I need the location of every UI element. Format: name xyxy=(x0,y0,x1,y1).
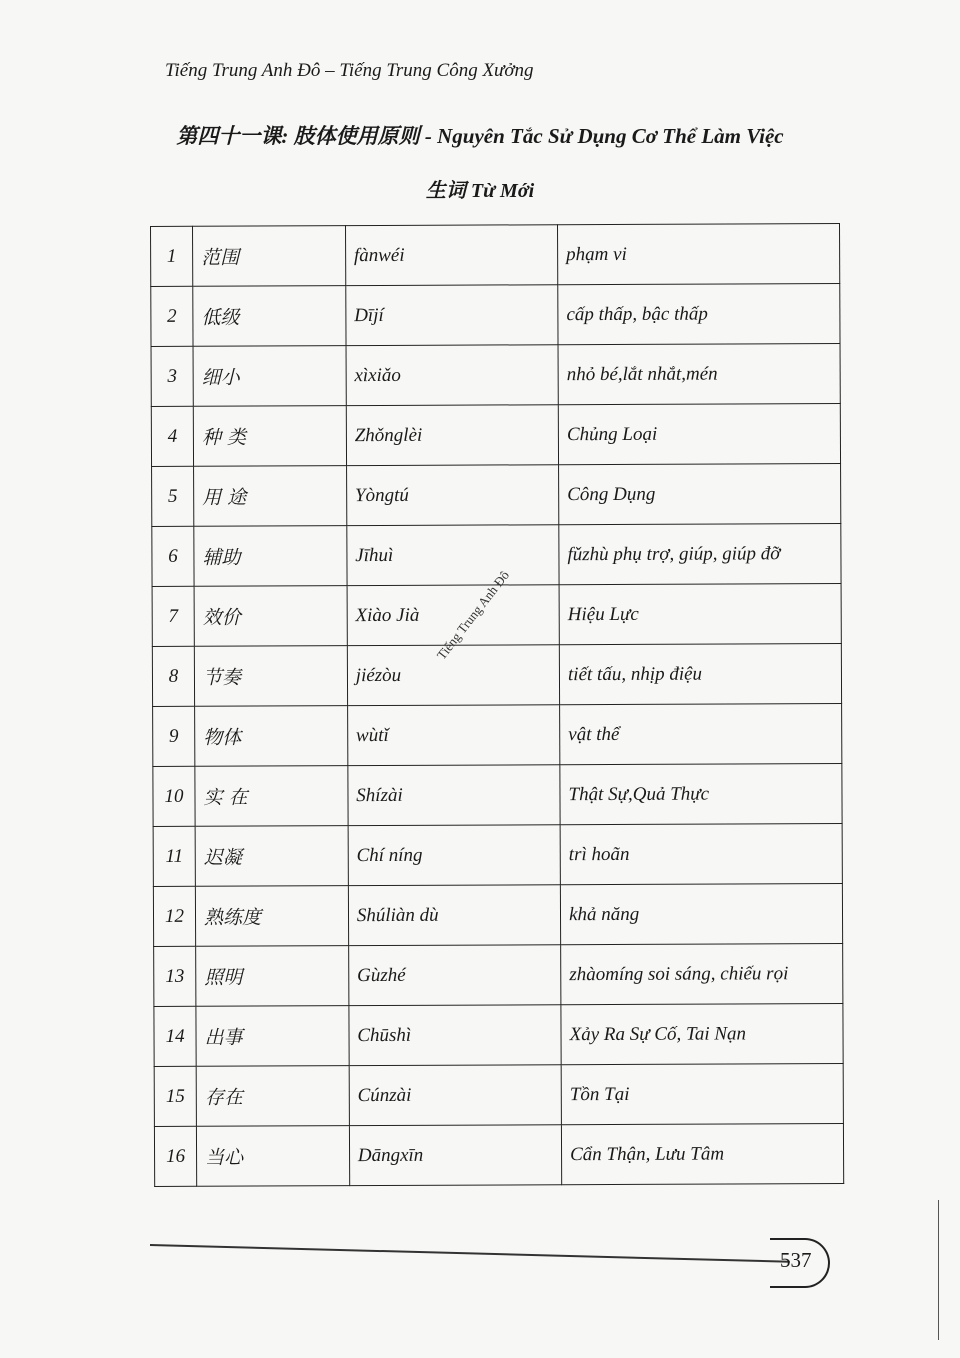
pinyin: fànwéi xyxy=(345,225,557,286)
watermark: Tiếng Trung Anh Đô xyxy=(433,567,513,663)
chinese-word: 细小 xyxy=(193,346,346,407)
row-number: 3 xyxy=(151,346,193,406)
pinyin: wùtǐ xyxy=(347,705,559,766)
chinese-word: 照明 xyxy=(196,946,349,1007)
row-number: 7 xyxy=(152,586,194,646)
chinese-word: 节奏 xyxy=(194,646,347,707)
chinese-word: 物体 xyxy=(195,706,348,767)
pinyin: Shúliàn dù xyxy=(348,885,560,946)
vietnamese-meaning: tiết tấu, nhịp điệu xyxy=(559,643,841,704)
table-row xyxy=(152,643,841,706)
vietnamese-meaning: phạm vi xyxy=(558,223,840,284)
vocabulary-table-body xyxy=(151,223,844,1186)
vietnamese-meaning: Hiệu Lực xyxy=(559,583,841,644)
chinese-word: 实 在 xyxy=(195,766,348,827)
table-row xyxy=(154,1063,843,1126)
chinese-word: 效价 xyxy=(194,586,347,647)
row-number: 5 xyxy=(152,466,194,526)
page-number: 537 xyxy=(780,1248,812,1272)
row-number: 10 xyxy=(153,766,195,826)
chinese-word: 范围 xyxy=(193,226,346,287)
vietnamese-meaning: vật thể xyxy=(560,703,842,764)
table-row xyxy=(151,343,840,406)
chinese-word: 辅助 xyxy=(194,526,347,587)
chinese-word: 迟凝 xyxy=(195,826,348,887)
row-number: 4 xyxy=(151,406,193,466)
vietnamese-meaning: Chủng Loại xyxy=(558,403,840,464)
vietnamese-meaning: Tồn Tại xyxy=(561,1063,843,1124)
row-number: 16 xyxy=(154,1126,196,1186)
vietnamese-meaning: fǔzhù phụ trợ, giúp, giúp đỡ xyxy=(559,523,841,584)
pinyin: jiézòu xyxy=(347,645,559,706)
lesson-title: 第四十一课: 肢体使用原则 - Nguyên Tắc Sử Dụng Cơ Thể Làm Việc xyxy=(176,124,784,148)
pinyin: Shízài xyxy=(348,765,560,826)
row-number: 8 xyxy=(152,646,194,706)
pinyin: Chí níng xyxy=(348,825,560,886)
pinyin: Chūshì xyxy=(349,1005,561,1066)
vietnamese-meaning: Công Dụng xyxy=(559,463,841,524)
table-row xyxy=(154,1003,843,1066)
vietnamese-meaning: nhỏ bé,lắt nhắt,mén xyxy=(558,343,840,404)
row-number: 13 xyxy=(154,946,196,1006)
pinyin: Yòngtú xyxy=(346,465,558,526)
vietnamese-meaning: Cẩn Thận, Lưu Tâm xyxy=(561,1123,843,1184)
row-number: 11 xyxy=(153,826,195,886)
chinese-word: 当心 xyxy=(196,1126,349,1187)
section-title: 生词 Từ Mới xyxy=(425,180,535,202)
table-row xyxy=(151,283,840,346)
table-row xyxy=(153,703,842,766)
table-row xyxy=(151,403,840,466)
row-number: 6 xyxy=(152,526,194,586)
pinyin: Jīhuì xyxy=(347,525,559,586)
chinese-word: 熟练度 xyxy=(195,886,348,947)
vietnamese-meaning: cấp thấp, bậc thấp xyxy=(558,283,840,344)
chinese-word: 出事 xyxy=(196,1006,349,1067)
row-number: 2 xyxy=(151,286,193,346)
table-row xyxy=(154,1123,843,1186)
vietnamese-meaning: khả năng xyxy=(560,883,842,944)
vietnamese-meaning: Xảy Ra Sự Cố, Tai Nạn xyxy=(561,1003,843,1064)
row-number: 14 xyxy=(154,1006,196,1066)
chinese-word: 种 类 xyxy=(193,406,346,467)
table-row xyxy=(153,823,842,886)
pinyin: Dāngxīn xyxy=(349,1125,561,1186)
chinese-word: 低级 xyxy=(193,286,346,347)
scan-edge-divider xyxy=(938,1200,939,1340)
row-number: 15 xyxy=(154,1066,196,1126)
pinyin: Zhǒnglèi xyxy=(346,405,558,466)
vocabulary-table xyxy=(150,223,844,1187)
footer-rule xyxy=(150,1244,790,1263)
vietnamese-meaning: Thật Sự,Quả Thực xyxy=(560,763,842,824)
chinese-word: 用 途 xyxy=(194,466,347,527)
chinese-word: 存在 xyxy=(196,1066,349,1127)
vietnamese-meaning: trì hoãn xyxy=(560,823,842,884)
table-row xyxy=(154,943,843,1006)
table-row xyxy=(151,223,840,286)
pinyin: Xiào Jià xyxy=(347,585,559,646)
vietnamese-meaning: zhàomíng soi sáng, chiếu rọi xyxy=(561,943,843,1004)
pinyin: Dījí xyxy=(346,285,558,346)
pinyin: Gùzhé xyxy=(348,945,560,1006)
pinyin: xìxiǎo xyxy=(346,345,558,406)
row-number: 12 xyxy=(153,886,195,946)
row-number: 1 xyxy=(151,226,193,286)
row-number: 9 xyxy=(153,706,195,766)
table-row xyxy=(153,883,842,946)
table-row xyxy=(153,763,842,826)
pinyin: Cúnzài xyxy=(349,1065,561,1126)
table-row xyxy=(152,463,841,526)
running-header: Tiếng Trung Anh Đô – Tiếng Trung Công Xưởng xyxy=(165,60,534,81)
